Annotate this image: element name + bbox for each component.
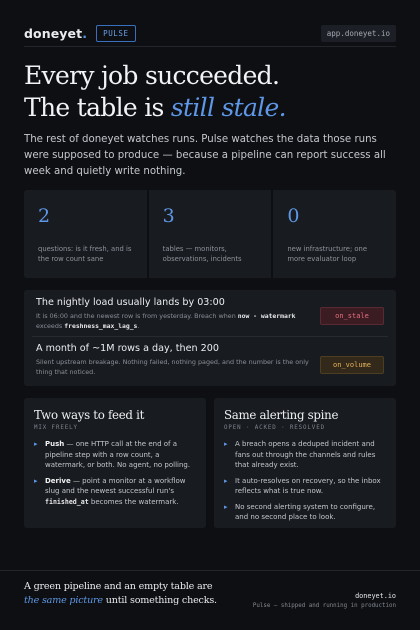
bullet-icon: ▸: [34, 476, 38, 485]
stat-number: 0: [287, 205, 300, 227]
hero-headline: [24, 60, 286, 124]
product-tag: PULSE: [96, 25, 136, 42]
card-list: [224, 439, 386, 523]
monitor-title: The nightly load usually lands by 03:00: [36, 297, 225, 308]
card-alerting: [214, 398, 396, 528]
stat-number: 3: [162, 205, 175, 227]
hero-lede: The rest of doneyet watches runs. Pulse watches the data those runs were supposed to produce — because a pipeline can report success all week and quietly write nothing.: [24, 134, 386, 177]
footer-divider: [0, 570, 420, 571]
list-item: [34, 439, 196, 471]
monitor-description: Silent upstream breakage. Nothing failed, nothing paged, and the number is the only thing that noticed.: [36, 358, 309, 376]
item-text: A breach opens a deduped incident and fans out through the channels and rules that already exist.: [235, 440, 376, 469]
list-item: [224, 439, 386, 471]
monitor-row-stale: [32, 296, 388, 332]
item-text: It auto-resolves on recovery, so the inbox reflects what is true now.: [235, 476, 381, 495]
card-title: Same alerting spine: [224, 408, 339, 422]
bullet-icon: ▸: [34, 440, 38, 448]
stat-card: [24, 190, 147, 278]
bullet-icon: ▸: [224, 476, 228, 485]
desc-text: It is 06:00 and the newest row is from yesterday. Breach when: [36, 312, 238, 320]
monitor-description: [36, 312, 322, 331]
headline-line-2-prefix: The table is: [24, 93, 171, 122]
monitor-title: A month of ~1M rows a day, then 200: [36, 343, 219, 354]
on-stale-badge: on_stale: [320, 307, 384, 325]
feature-cards: [24, 398, 396, 528]
footer-meta: [253, 591, 396, 611]
monitor-examples: [24, 290, 396, 386]
desc-code: freshness_max_lag_s: [64, 321, 138, 330]
stat-label: questions: is it fresh, and is the row count sane: [38, 245, 132, 263]
bullet-icon: ▸: [224, 440, 228, 448]
stat-card: [149, 190, 272, 278]
item-text: — one HTTP call at the end of a pipeline step with a row count, a watermark, or both. No agent, no polling.: [45, 440, 191, 469]
item-text: — point a monitor at a workflow slug and the newest successful run's: [45, 476, 186, 495]
list-item: [224, 476, 386, 497]
item-text: becomes the watermark.: [88, 497, 179, 506]
bullet-icon: ▸: [224, 502, 228, 511]
stats-row: [24, 190, 396, 278]
item-term: Push: [45, 440, 65, 448]
stat-card: [273, 190, 396, 278]
list-item: [224, 502, 386, 523]
monitor-row-volume: [32, 342, 388, 380]
footer-status: Pulse — shipped and running in production: [252, 603, 396, 609]
logo-dot: .: [82, 25, 88, 41]
card-list: [34, 439, 196, 507]
card-title: Two ways to feed it: [34, 408, 145, 422]
desc-text: exceeds: [36, 321, 65, 330]
list-item: [34, 476, 196, 508]
item-term: Derive: [45, 476, 71, 485]
quote-emphasis: the same picture: [24, 594, 103, 606]
card-feed: [24, 398, 206, 528]
logo[interactable]: [24, 26, 87, 41]
quote-text: until something checks.: [102, 594, 217, 606]
card-kicker: MIX FREELY: [34, 425, 78, 431]
desc-code: now - watermark: [237, 312, 296, 320]
footer-quote: [24, 580, 224, 607]
quote-text: A green pipeline and an empty table are: [24, 581, 213, 592]
logo-text: doneyet: [24, 25, 83, 41]
item-text: No second alerting system to configure, and no second place to look.: [235, 502, 376, 521]
on-volume-badge: on_volume: [320, 356, 384, 374]
stat-label: tables — monitors, observations, incidents: [162, 245, 242, 263]
item-code: finished_at: [45, 497, 89, 506]
stat-number: 2: [38, 205, 51, 227]
top-bar: [24, 24, 396, 42]
card-kicker: OPEN · ACKED · RESOLVED: [224, 425, 325, 431]
stat-label: new infrastructure; one more evaluator loop: [287, 245, 368, 263]
header-divider: [24, 46, 396, 47]
desc-text: .: [137, 321, 140, 330]
app-url-link[interactable]: app.doneyet.io: [321, 25, 396, 42]
headline-emphasis: still stale.: [170, 93, 286, 122]
footer-brand-link[interactable]: doneyet.io: [355, 592, 396, 600]
headline-line-1: Every job succeeded.: [24, 61, 280, 90]
monitor-divider: [32, 336, 388, 337]
